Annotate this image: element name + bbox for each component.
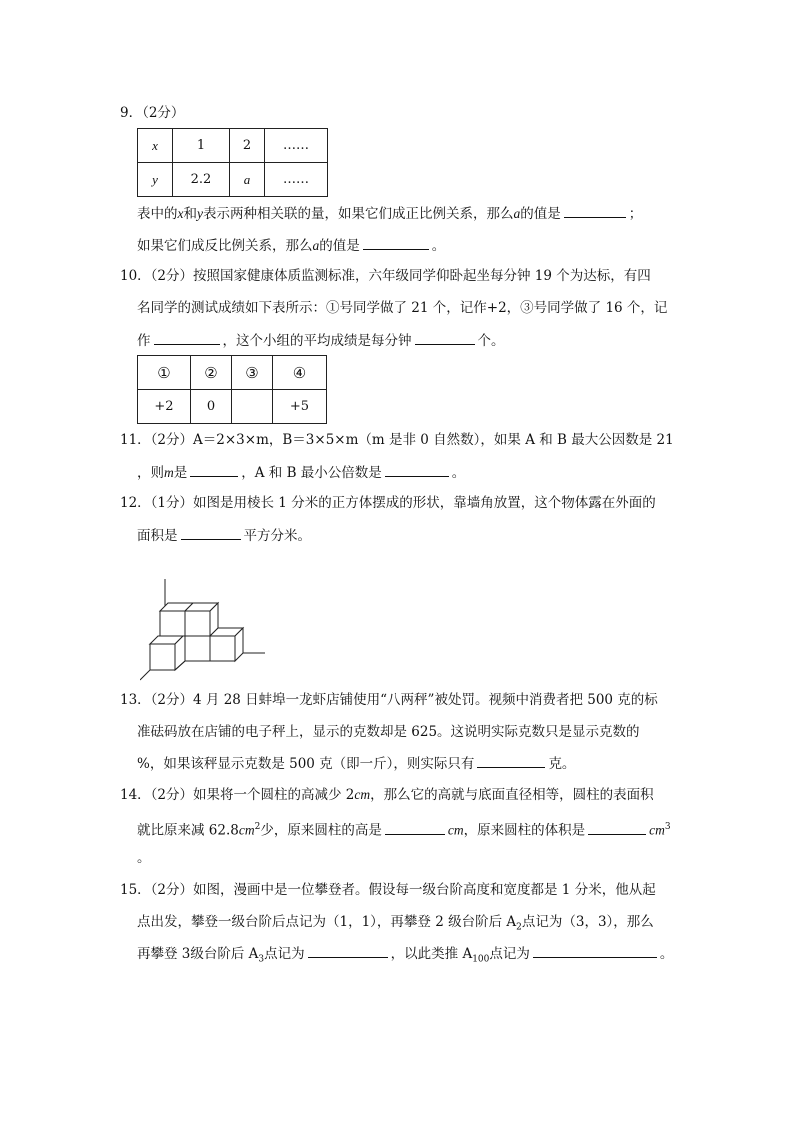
q15-answer-blank-2[interactable] xyxy=(533,943,657,958)
q10-val-2: 0 xyxy=(191,390,232,424)
q9-line1 xyxy=(137,203,642,224)
q9-cell-2-2: 2.2 xyxy=(173,163,230,197)
q9-text: 如果它们成反比例关系，那么 xyxy=(137,238,313,254)
q14-text: 少，原来圆柱的高是 xyxy=(260,822,382,839)
q14-exp: 3 xyxy=(664,822,671,832)
q14-unit: cm xyxy=(354,787,371,802)
q9-var-a: a xyxy=(513,206,521,221)
q12-text: 平方分米。 xyxy=(243,528,311,544)
cube-stack-figure xyxy=(140,575,270,685)
q11-answer-blank-1[interactable] xyxy=(190,462,238,477)
q10-head-4: ④ xyxy=(273,356,327,390)
q10-answer-blank-1[interactable] xyxy=(154,330,220,345)
q9-cell-2: 2 xyxy=(230,129,265,163)
q14-text: 14．（2分）如果将一个圆柱的高减少 2 xyxy=(120,787,355,803)
q15-sub: 100 xyxy=(472,954,490,965)
q11-line1: 11．（2分）A＝2×3×m，B＝3×5×m（m 是非 0 自然数），如果 A 和 B 最大公因数是 21 xyxy=(120,432,674,448)
q15-text: 再攀登 3级台阶后 A xyxy=(137,946,259,962)
q11-text: 。 xyxy=(451,465,466,481)
q14-unit: cm xyxy=(447,822,464,838)
q12-text: 面积是 xyxy=(137,528,178,544)
q11-text: ，A 和 B 最小公倍数是 xyxy=(241,465,382,481)
q14-unit: cm xyxy=(238,822,255,838)
q9-cell-1: 1 xyxy=(173,129,230,163)
q9-text: 的值是 xyxy=(520,206,561,222)
q9-text: 的值是 xyxy=(319,238,360,254)
q11-line2 xyxy=(137,462,465,483)
q10-val-3[interactable] xyxy=(232,390,273,424)
q13-line1: 13．（2分）4 月 28 日蚌埠一龙虾店铺使用“八两秤”被处罚。视频中消费者把 500 克的标 xyxy=(120,692,658,708)
q9-answer-blank-2[interactable] xyxy=(363,235,429,250)
q15-line3 xyxy=(137,943,673,970)
q14-line2 xyxy=(137,817,671,841)
q11-answer-blank-2[interactable] xyxy=(385,462,449,477)
q13-text: %，如果该秤显示克数是 500 克（即一斤），则实际只有 xyxy=(137,756,475,772)
q15-text: 点出发，攀登一级台阶后点记为（1，1），再攀登 2 级台阶后 A xyxy=(137,914,517,930)
q15-line2 xyxy=(137,912,654,938)
q13-answer-blank[interactable] xyxy=(477,753,545,768)
q14-text: ，那么它的高就与底面直径相等，圆柱的表面积 xyxy=(370,787,654,803)
q15-sub: 2 xyxy=(516,922,522,933)
q9-line2 xyxy=(137,235,445,256)
q10-head-3: ③ xyxy=(232,356,273,390)
q14-line1 xyxy=(120,785,654,805)
q13-line3 xyxy=(137,753,575,774)
q15-answer-blank-1[interactable] xyxy=(308,943,388,958)
q9-cell-dots2: …… xyxy=(265,163,328,197)
q15-text: ，以此类推 A xyxy=(390,946,473,962)
q10-text: 个。 xyxy=(477,333,505,349)
q9-var-a: a xyxy=(312,238,320,253)
q9-text: 和 xyxy=(183,206,197,222)
q10-text: 作 xyxy=(137,333,151,349)
q9-table xyxy=(137,128,328,197)
q14-exp: 2 xyxy=(254,822,261,832)
q15-text: 。 xyxy=(659,946,674,962)
q11-var-m: m xyxy=(164,465,174,480)
q13-text: 克。 xyxy=(548,756,576,772)
q10-line1: 10．（2分）按照国家健康体质监测标准，六年级同学仰卧起坐每分钟 19 个为达标，有四 xyxy=(120,268,651,284)
q13-line2: 准砝码放在店铺的电子秤上，显示的克数却是 625。这说明实际克数只是显示克数的 xyxy=(137,724,640,740)
q10-table xyxy=(137,355,327,424)
q9-cell-a: a xyxy=(230,163,265,197)
q12-answer-blank[interactable] xyxy=(181,525,241,540)
q14-line3: 。 xyxy=(137,850,151,866)
q12-line2 xyxy=(137,525,311,546)
q9-var-y: y xyxy=(197,206,203,221)
q9-cell-dots1: …… xyxy=(265,129,328,163)
q9-text: 表示两种相关联的量，如果它们成正比例关系，那么 xyxy=(203,206,514,222)
q14-unit: cm xyxy=(649,822,665,838)
q9-heading: 9．（2分） xyxy=(120,105,185,121)
q11-text: 是 xyxy=(173,465,188,481)
q14-answer-blank-2[interactable] xyxy=(588,820,646,835)
q9-text: 表中的 xyxy=(137,206,178,222)
q10-head-2: ② xyxy=(191,356,232,390)
q10-text: ，这个小组的平均成绩是每分钟 xyxy=(222,333,412,349)
q10-head-1: ① xyxy=(138,356,191,390)
q9-answer-blank-1[interactable] xyxy=(564,203,626,218)
q10-val-1: +2 xyxy=(138,390,191,424)
q10-line3 xyxy=(137,330,505,351)
q10-line2: 名同学的测试成绩如下表所示：①号同学做了 21 个，记作+2，③号同学做了 16 个，记 xyxy=(137,300,668,316)
q12-line1: 12．（1分）如图是用棱长 1 分米的正方体摆成的形状，靠墙角放置，这个物体露在外面的 xyxy=(120,495,656,511)
q9-cell-x: x xyxy=(138,129,173,163)
q15-text: 点记为 xyxy=(489,946,530,962)
q15-line1: 15．（2分）如图，漫画中是一位攀登者。假设每一级台阶高度和宽度都是 1 分米，他从起 xyxy=(120,882,656,898)
q10-answer-blank-2[interactable] xyxy=(415,330,475,345)
q14-answer-blank-1[interactable] xyxy=(385,820,445,835)
q9-cell-y: y xyxy=(138,163,173,197)
q9-var-x: x xyxy=(177,206,184,221)
q15-text: 点记为（3，3），那么 xyxy=(521,914,654,930)
q9-text: ； xyxy=(628,206,643,222)
q14-text: ，原来圆柱的体积是 xyxy=(463,822,586,839)
q9-text: 。 xyxy=(431,238,446,254)
q14-text: 就比原来减 62.8 xyxy=(137,822,239,839)
q15-text: 点记为 xyxy=(264,946,305,962)
q10-val-4: +5 xyxy=(273,390,327,424)
q15-sub: 3 xyxy=(258,954,265,965)
q11-text: ，则 xyxy=(137,465,164,481)
